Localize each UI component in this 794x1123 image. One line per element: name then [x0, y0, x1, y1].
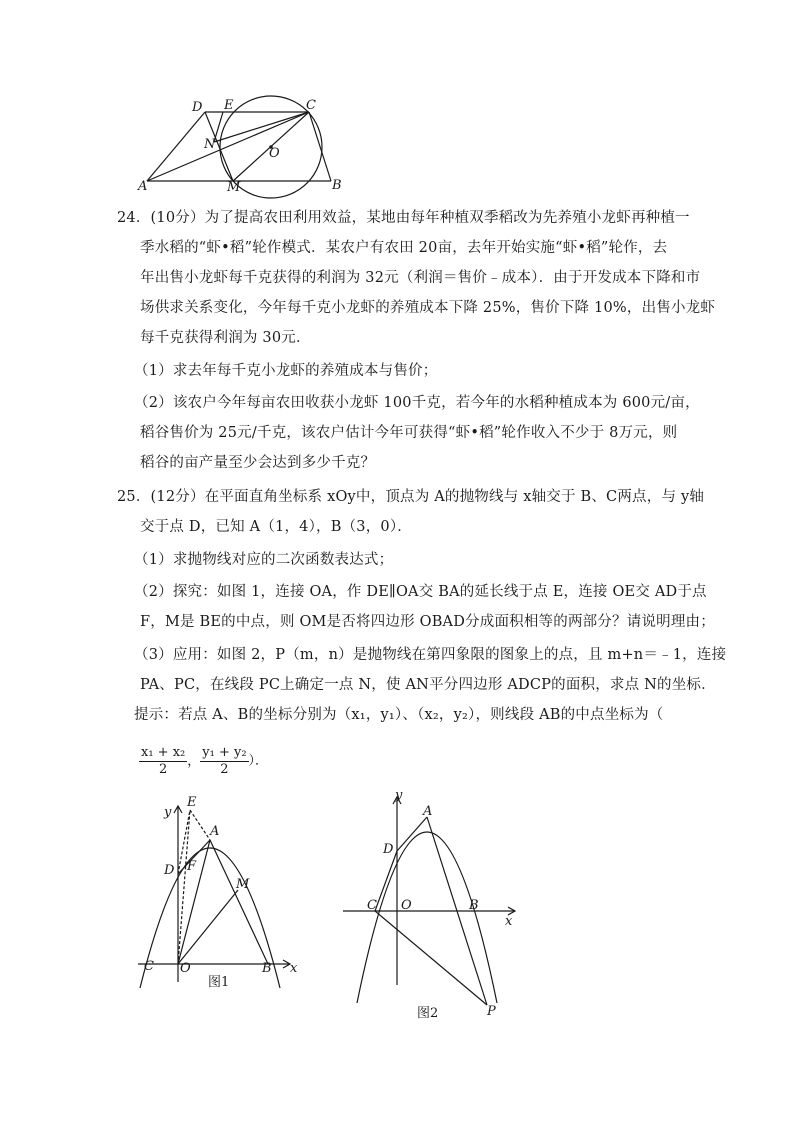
fig2-label-o: O — [401, 898, 412, 913]
fig1-caption: 图1 — [208, 975, 230, 990]
q25-part-3-line-1: （3）应用：如图 2，P（m，n）是抛物线在第四象限的图象上的点，且 m+n＝﹣1，连接 — [134, 647, 727, 663]
fig1-segment-ab — [210, 840, 268, 964]
fig2-label-x: x — [505, 914, 513, 929]
fig2-segment-da — [397, 817, 427, 851]
label-d: D — [192, 100, 203, 115]
q24-line-1: 24．(10分）为了提高农田利用效益，某地由每年种植双季稻改为先养殖小龙虾再种植一 — [117, 210, 690, 226]
q24-line-4: 场供求关系变化，今年每千克小龙虾的养殖成本下降 25%，售价下降 10%，出售小龙虾 — [140, 300, 716, 316]
fig1-label-a: A — [210, 824, 220, 839]
fig1-label-x: x — [290, 961, 298, 976]
fig2-caption: 图2 — [417, 1006, 439, 1021]
q24-line-3: 年出售小龙虾每千克获得的利润为 32元（利润＝售价﹣成本）．由于开发成本下降和市 — [140, 270, 701, 286]
fig2-segment-dc — [375, 851, 397, 911]
fig2-label-p: P — [487, 1004, 496, 1019]
label-m: M — [227, 180, 241, 195]
fig2-parabola — [357, 832, 497, 1003]
top-geometry-figure — [130, 90, 350, 200]
q25-part-3-line-2: PA、PC，在线段 PC上确定一点 N，使 AN平分四边形 ADCP的面积，求点 N的坐标． — [140, 677, 716, 693]
segment-ac — [147, 112, 309, 181]
q24-line-5: 每千克获得利润为 30元． — [140, 330, 311, 346]
figure-2 — [335, 785, 525, 1030]
fig2-label-a: A — [423, 804, 433, 819]
fig1-label-m: M — [236, 877, 250, 892]
q24-part-2-line-2: 稻谷售价为 25元/千克，该农户估计今年可获得“虾•稻”轮作收入不少于 8万元，则 — [140, 425, 678, 441]
fig1-label-o: O — [180, 961, 191, 976]
fig1-label-c: C — [144, 959, 154, 974]
fig1-label-y: y — [164, 805, 172, 820]
fraction-y — [200, 745, 248, 778]
q25-part-1: （1）求抛物线对应的二次函数表达式； — [134, 552, 394, 568]
fraction-x-denominator: 2 — [158, 762, 168, 777]
fig1-label-f: F — [187, 859, 197, 874]
segment-bc — [309, 112, 331, 181]
fig2-label-b: B — [469, 898, 479, 913]
q25-line-2: 交于点 D，已知 A（1，4），B（3，0）． — [140, 519, 412, 535]
label-n: N — [204, 137, 216, 152]
label-c: C — [306, 98, 316, 113]
q24-part-2-line-1: （2）该农户今年每亩农田收获小龙虾 100千克，若今年的水稻种植成本为 600元/亩， — [134, 395, 700, 411]
q25-part-2-line-1: （2）探究：如图 1，连接 OA，作 DE∥OA交 BA的延长线于点 E，连接 OE交 AD于点 — [134, 584, 707, 600]
fig2-label-y: y — [395, 788, 403, 803]
fraction-x — [139, 745, 187, 778]
q24-part-2-line-3: 稻谷的亩产量至少会达到多少千克？ — [140, 455, 376, 471]
fig1-label-b: B — [262, 961, 272, 976]
label-e: E — [224, 98, 234, 113]
fig1-parabola — [140, 848, 280, 988]
fraction-y-denominator: 2 — [220, 762, 229, 777]
label-o: O — [269, 146, 280, 161]
fig2-label-d: D — [383, 842, 394, 857]
fig1-label-e: E — [187, 795, 197, 810]
formula-close: ）． — [248, 753, 269, 769]
fig2-segment-cp — [375, 911, 487, 1005]
figure-1 — [130, 790, 310, 1000]
fig2-label-c: C — [367, 898, 377, 913]
q25-line-1: 25．(12分）在平面直角坐标系 xOy中，顶点为 A的抛物线与 x轴交于 B、C两点，与 y轴 — [117, 489, 705, 505]
q25-part-2-line-2: F，M是 BE的中点，则 OM是否将四边形 OBAD分成面积相等的两部分？请说明理由； — [140, 614, 715, 630]
fraction-x-numerator: x₁ + x₂ — [141, 745, 186, 760]
fraction-y-numerator: y₁ + y₂ — [202, 745, 247, 760]
q24-part-1: （1）求去年每千克小龙虾的养殖成本与售价； — [134, 363, 438, 379]
fig1-segment-ea — [190, 810, 210, 840]
fig1-label-d: D — [164, 863, 175, 878]
segment-nc — [214, 112, 309, 142]
midpoint-formula — [139, 745, 268, 778]
segment-ad — [147, 112, 205, 181]
formula-separator: ， — [187, 754, 201, 769]
q24-line-2: 季水稻的“虾•稻”轮作模式．某农户有农田 20亩，去年开始实施“虾•稻”轮作，去 — [140, 240, 668, 256]
label-a: A — [138, 179, 148, 194]
q25-hint-line: 提示：若点 A、B的坐标分别为（x₁，y₁）、（x₂，y₂），则线段 AB的中点坐标为（ — [134, 707, 664, 723]
label-b: B — [332, 178, 342, 193]
